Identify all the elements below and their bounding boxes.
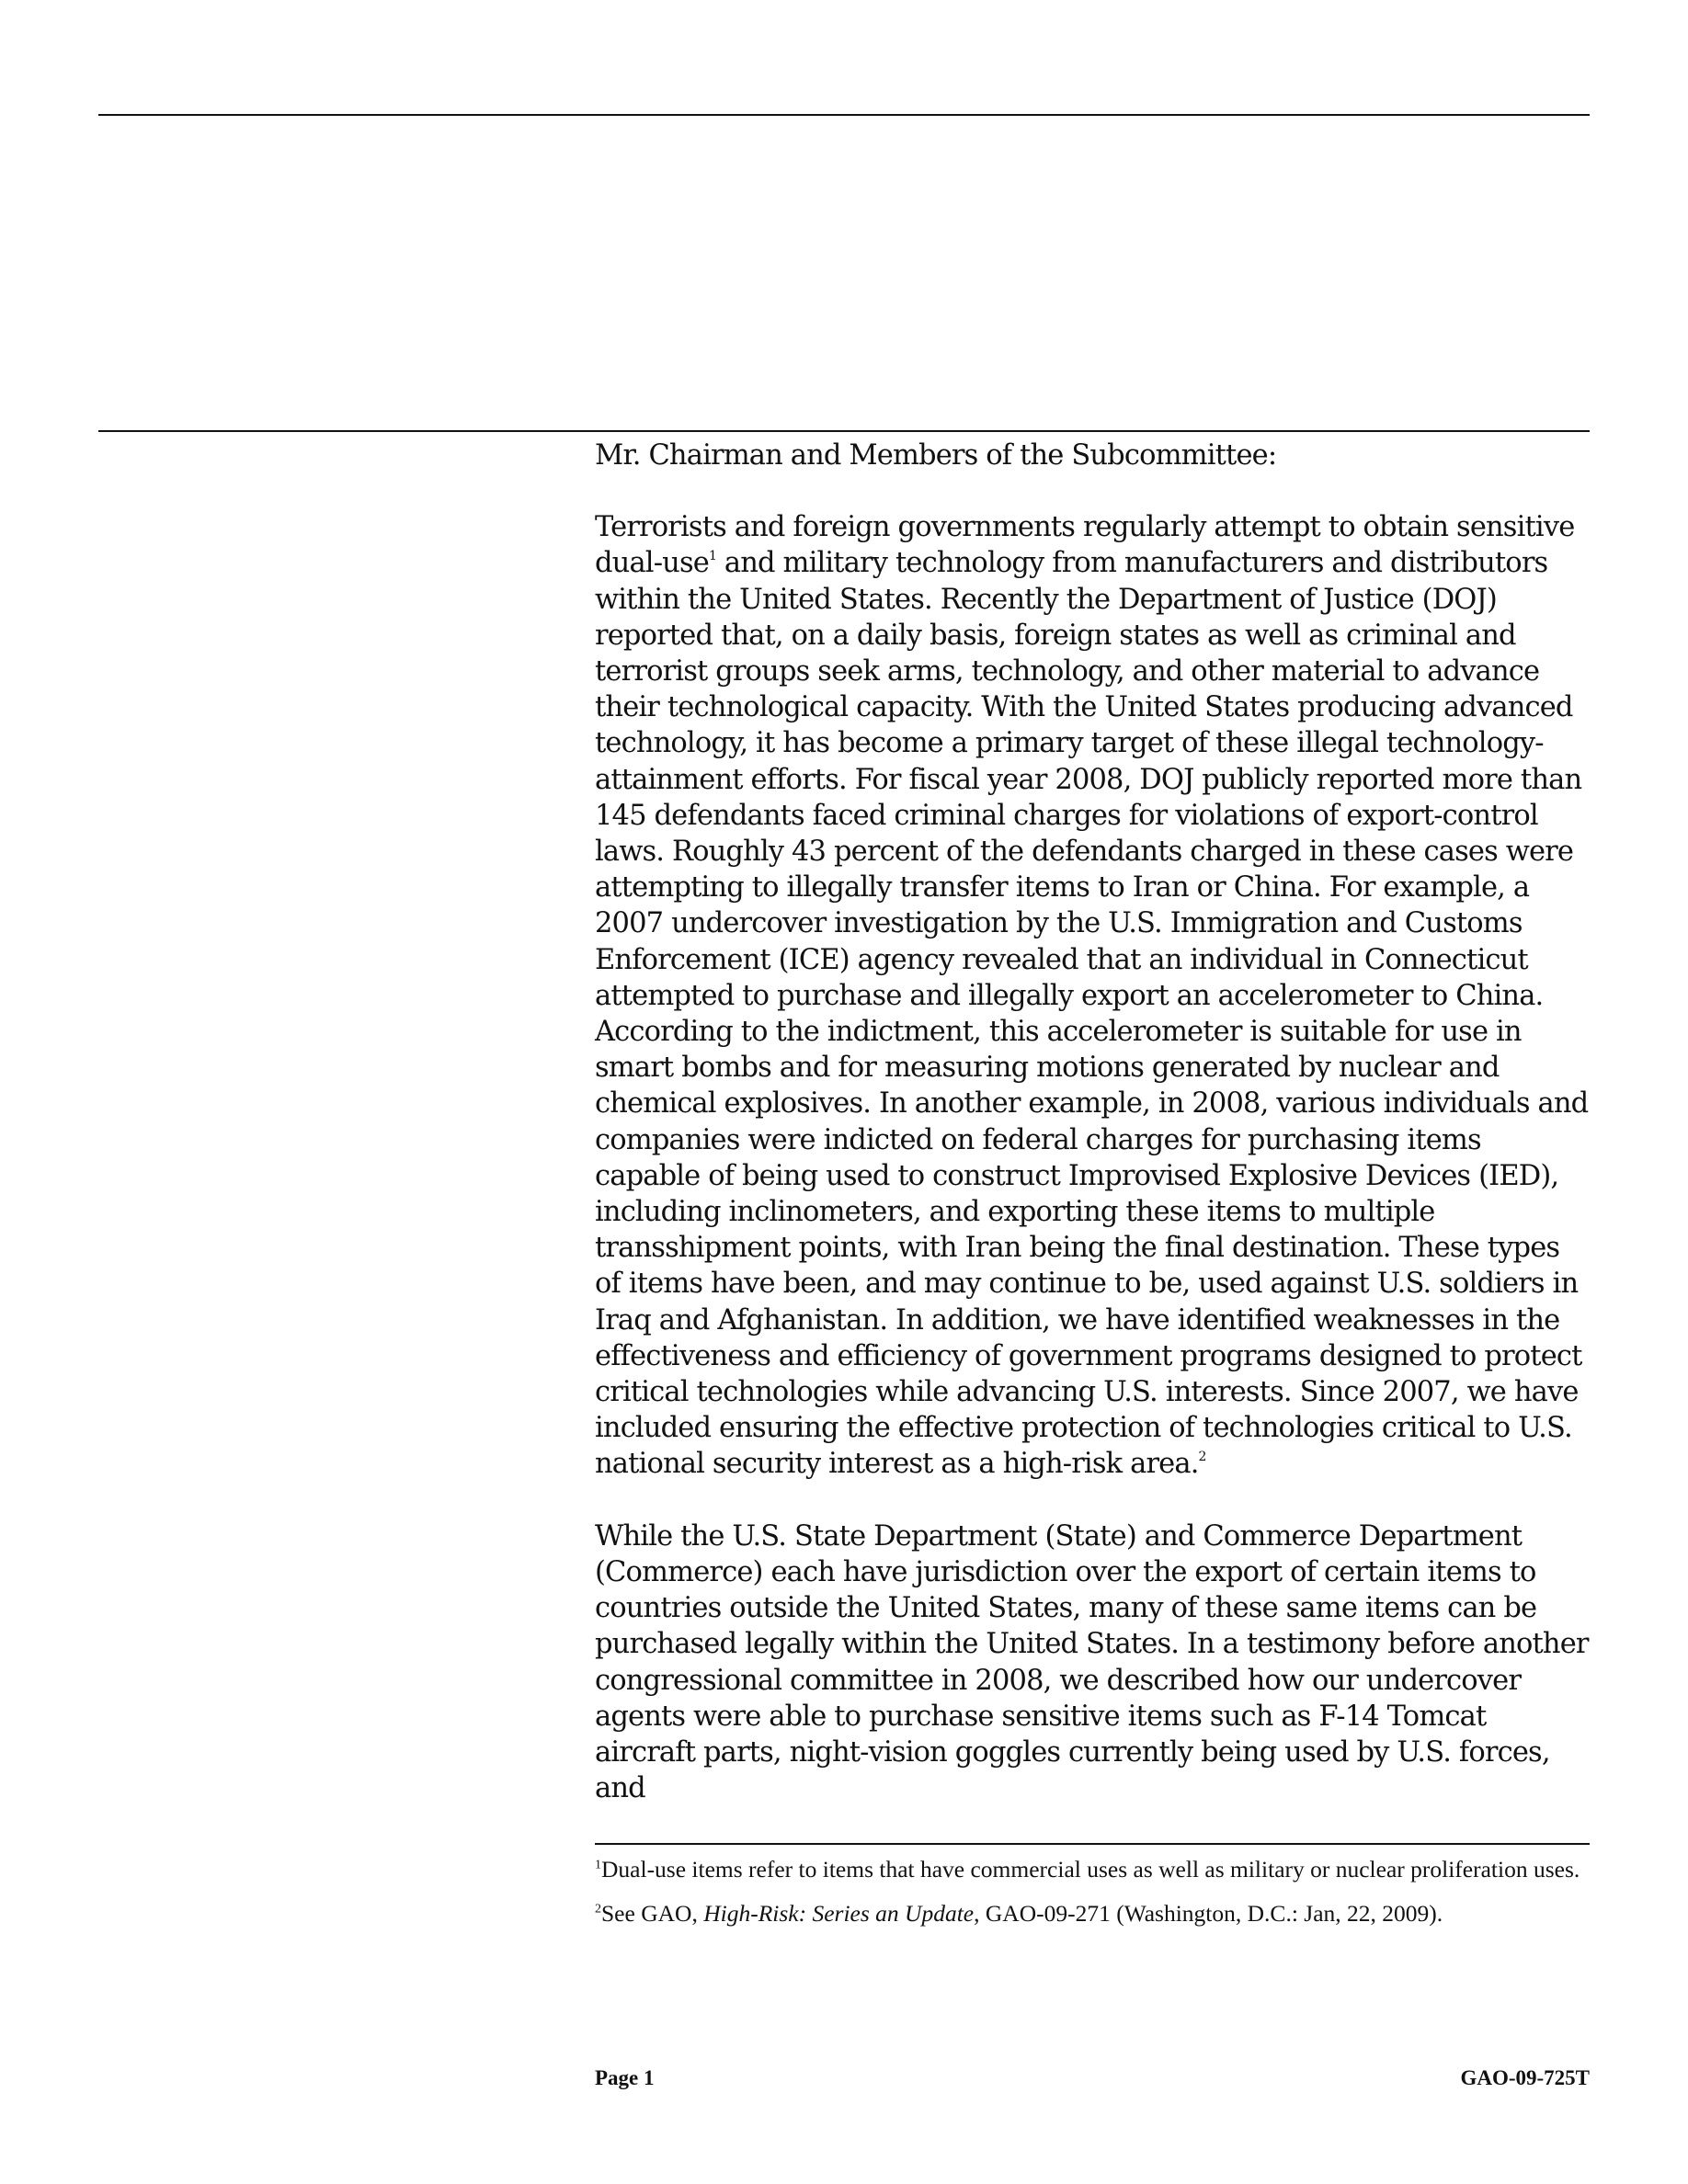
footnote-2-title: High-Risk: Series an Update [703, 1900, 975, 1927]
footnote-2-prefix: See GAO, [601, 1900, 704, 1927]
footnotes [595, 1855, 1591, 1928]
paragraph-1 [595, 509, 1591, 1482]
footnote-separator [595, 1843, 1590, 1845]
footnote-1-text: Dual-use items refer to items that have commercial uses as well as military or nuclear proliferation uses. [601, 1856, 1580, 1883]
page-number: Page 1 [595, 2066, 655, 2089]
footnote-1 [595, 1855, 1591, 1883]
paragraph-2: While the U.S. State Department (State) and Commerce Department (Commerce) each have jurisdiction over the export of certain items to countries outside the United States, many of these same items can be purchased legally within the United States. In a testimony before another congressional committee in 2008, we described how our undercover agents were able to purchase sensitive items such as F-14 Tomcat aircraft parts, night-vision goggles currently being used by U.S. forces, and [595, 1519, 1589, 1805]
footnote-ref-1: 1 [708, 549, 717, 564]
testimony-body [595, 438, 1591, 1806]
footnote-2-marker: 2 [595, 1902, 601, 1917]
section-divider-rule [98, 430, 1590, 432]
footnote-ref-2: 2 [1198, 1450, 1206, 1465]
paragraph-1-text-a: Terrorists and foreign governments regularly attempt to obtain sensitive dual-use [595, 511, 1575, 580]
header-top-rule [98, 114, 1590, 116]
footnote-2-suffix: , GAO-09-271 (Washington, D.C.: Jan, 22, 2009). [974, 1900, 1443, 1927]
footnote-2 [595, 1899, 1591, 1928]
salutation: Mr. Chairman and Members of the Subcommittee: [595, 439, 1277, 472]
paragraph-1-text-b: and military technology from manufacturers and distributors within the United States. Recently the Department of Justice (DOJ) reported that, on a daily basis, foreign states as well as criminal and terrorist groups seek arms, technology, and other material to advance their technological capacity. With the United States producing advanced technology, it has become a primary target of these illegal technology-attainment efforts. For fiscal year 2008, DOJ publicly reported more than 145 defendants faced criminal charges for violations of export-control laws. Roughly 43 percent of the defendants charged in these cases were attempting to illegally transfer items to Iran or China. For example, a 2007 undercover investigation by the U.S. Immigration and Customs Enforcement (ICE) agency revealed that an individual in Connecticut attempted to purchase and illegally export an accelerometer to China. According to the indictment, this accelerometer is suitable for use in smart bombs and for measuring motions generated by nuclear and chemical explosives. In another example, in 2008, various individuals and companies were indicted on federal charges for purchasing items capable of being used to construct Improvised Explosive Devices (IED), including inclinometers, and exporting these items to multiple transshipment points, with Iran being the final destination. These types of items have been, and may continue to be, used against U.S. soldiers in Iraq and Afghanistan. In addition, we have identified weaknesses in the effectiveness and efficiency of government programs designed to protect critical technologies while advancing U.S. interests. Since 2007, we have included ensuring the effective protection of technologies critical to U.S. national security interest as a high-risk area. [595, 547, 1589, 1481]
footnote-1-marker: 1 [595, 1858, 601, 1872]
report-number: GAO-09-725T [1460, 2066, 1590, 2089]
